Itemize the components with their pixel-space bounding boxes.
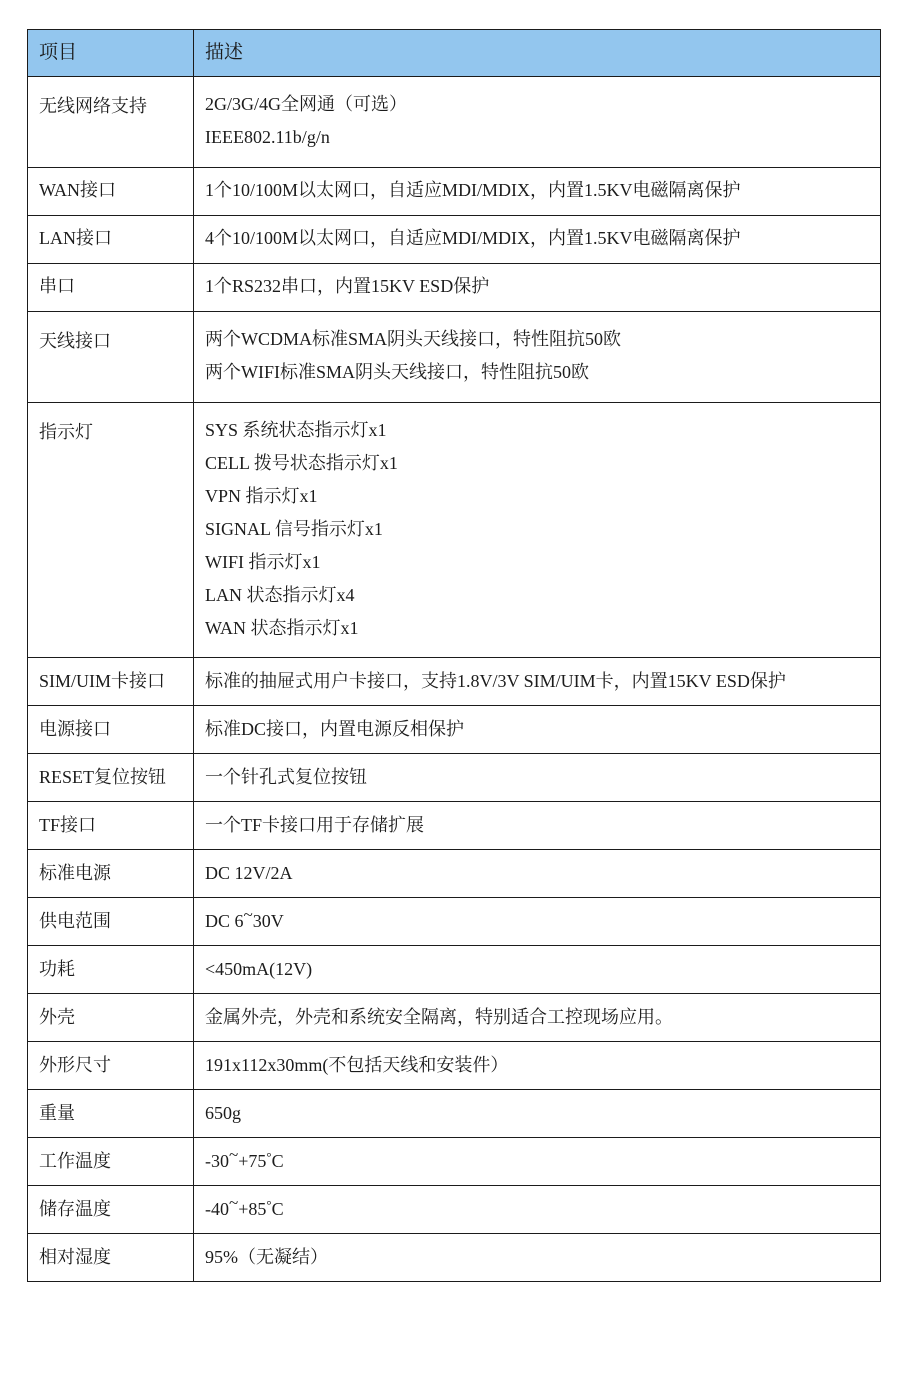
table-row — [28, 263, 881, 311]
spec-item-label: SIM/UIM卡接口 — [28, 658, 194, 706]
table-row — [28, 754, 881, 802]
spec-item-label: 标准电源 — [28, 850, 194, 898]
table-row — [28, 802, 881, 850]
spec-description-value: 1个RS232串口，内置15KV ESD保护 — [194, 263, 881, 311]
spec-item-label: 工作温度 — [28, 1138, 194, 1186]
spec-description-line: 两个WIFI标准SMA阴头天线接口，特性阻抗50欧 — [205, 361, 590, 382]
spec-description-value: DC 12V/2A — [194, 850, 881, 898]
table-row — [28, 1042, 881, 1090]
spec-description-line: WAN 状态指示灯x1 — [205, 617, 359, 638]
table-row — [28, 898, 881, 946]
column-header-item: 项目 — [28, 30, 194, 77]
spec-item-label: LAN接口 — [28, 215, 194, 263]
spec-description-value: <450mA(12V) — [194, 946, 881, 994]
spec-item-label: 指示灯 — [28, 402, 194, 658]
spec-description-line: SYS 系统状态指示灯x1 — [205, 419, 387, 440]
spec-item-label: WAN接口 — [28, 167, 194, 215]
spec-description-value: 金属外壳，外壳和系统安全隔离，特别适合工控现场应用。 — [194, 994, 881, 1042]
range-tilde: ~ — [229, 1144, 239, 1164]
table-row — [28, 658, 881, 706]
table-row — [28, 946, 881, 994]
table-row — [28, 1234, 881, 1282]
spec-description-value: 一个针孔式复位按钮 — [194, 754, 881, 802]
spec-description-value: 标准的抽屉式用户卡接口，支持1.8V/3V SIM/UIM卡，内置15KV ESD保护 — [194, 658, 881, 706]
spec-description-line: WIFI 指示灯x1 — [205, 551, 321, 572]
spec-item-label: RESET复位按钮 — [28, 754, 194, 802]
spec-item-label: 供电范围 — [28, 898, 194, 946]
spec-description-line: VPN 指示灯x1 — [205, 485, 318, 506]
spec-item-label: 外壳 — [28, 994, 194, 1042]
column-header-description: 描述 — [194, 30, 881, 77]
spec-description-value: 95%（无凝结） — [194, 1234, 881, 1282]
spec-description-line: CELL 拨号状态指示灯x1 — [205, 452, 398, 473]
spec-description-value: 一个TF卡接口用于存储扩展 — [194, 802, 881, 850]
spec-item-label: 相对湿度 — [28, 1234, 194, 1282]
spec-item-label: 电源接口 — [28, 706, 194, 754]
spec-description-line: LAN 状态指示灯x4 — [205, 584, 355, 605]
spec-item-label: 外形尺寸 — [28, 1042, 194, 1090]
table-row — [28, 1090, 881, 1138]
table-body — [28, 77, 881, 1282]
table-row — [28, 167, 881, 215]
table-row — [28, 1138, 881, 1186]
device-specification-table — [27, 29, 881, 1282]
spec-description-value — [194, 311, 881, 402]
range-tilde: ~ — [229, 1192, 239, 1212]
spec-description-value: 650g — [194, 1090, 881, 1138]
spec-item-label: 串口 — [28, 263, 194, 311]
spec-description-value: -30~+75°C — [194, 1138, 881, 1186]
spec-description-value: -40~+85°C — [194, 1186, 881, 1234]
spec-description-line: 2G/3G/4G全网通（可选） — [205, 94, 407, 114]
spec-item-label: 重量 — [28, 1090, 194, 1138]
range-tilde: ~ — [243, 904, 253, 924]
spec-description-line: SIGNAL 信号指示灯x1 — [205, 518, 383, 539]
table-header — [28, 30, 881, 77]
spec-description-value: 标准DC接口，内置电源反相保护 — [194, 706, 881, 754]
spec-item-label: 天线接口 — [28, 311, 194, 402]
table-row — [28, 994, 881, 1042]
table-row — [28, 850, 881, 898]
spec-description-value: 4个10/100M以太网口，自适应MDI/MDIX，内置1.5KV电磁隔离保护 — [194, 215, 881, 263]
table-row — [28, 77, 881, 168]
header-row — [28, 30, 881, 77]
spec-description-line: 两个WCDMA标准SMA阴头天线接口，特性阻抗50欧 — [205, 328, 622, 349]
spec-description-value — [194, 77, 881, 168]
degree-sign: ° — [266, 1196, 272, 1212]
table-row — [28, 215, 881, 263]
spec-description-value — [194, 402, 881, 658]
table-row — [28, 1186, 881, 1234]
spec-description-value: DC 6~30V — [194, 898, 881, 946]
table-row — [28, 402, 881, 658]
table-row — [28, 706, 881, 754]
table-row — [28, 311, 881, 402]
spec-description-value: 1个10/100M以太网口，自适应MDI/MDIX，内置1.5KV电磁隔离保护 — [194, 167, 881, 215]
spec-item-label: 储存温度 — [28, 1186, 194, 1234]
spec-item-label: TF接口 — [28, 802, 194, 850]
spec-description-line: IEEE802.11b/g/n — [205, 126, 330, 147]
spec-item-label: 无线网络支持 — [28, 77, 194, 168]
spec-item-label: 功耗 — [28, 946, 194, 994]
degree-sign: ° — [266, 1148, 272, 1164]
spec-description-value: 191x112x30mm(不包括天线和安装件） — [194, 1042, 881, 1090]
